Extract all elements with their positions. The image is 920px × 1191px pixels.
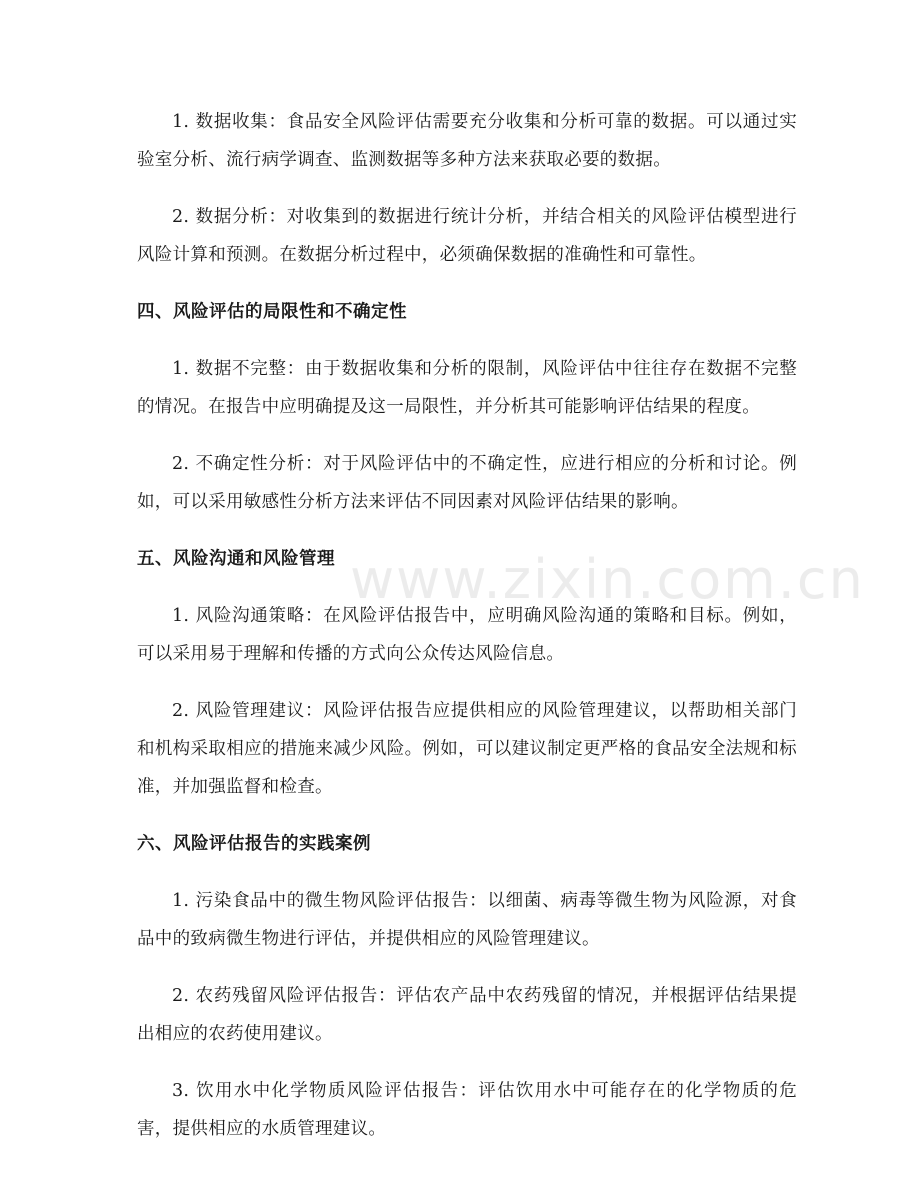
paragraph: 1. 数据收集：食品安全风险评估需要充分收集和分析可靠的数据。可以通过实验室分析、流行病学调查、监测数据等多种方法来获取必要的数据。 (137, 112, 797, 170)
paragraph: 1. 污染食品中的微生物风险评估报告：以细菌、病毒等微生物为风险源，对食品中的致病微生物进行评估，并提供相应的风险管理建议。 (137, 891, 797, 949)
paragraph: 3. 饮用水中化学物质风险评估报告：评估饮用水中可能存在的化学物质的危害，提供相应的水质管理建议。 (137, 1081, 797, 1139)
section-heading: 六、风险评估报告的实践案例 (137, 834, 371, 854)
document-body (137, 103, 797, 1167)
section-heading: 四、风险评估的局限性和不确定性 (137, 302, 407, 322)
paragraph: 2. 农药残留风险评估报告：评估农产品中农药残留的情况，并根据评估结果提出相应的农药使用建议。 (137, 986, 797, 1044)
paragraph: 2. 数据分析：对收集到的数据进行统计分析，并结合相关的风险评估模型进行风险计算和预测。在数据分析过程中，必须确保数据的准确性和可靠性。 (137, 207, 797, 265)
section-heading: 五、风险沟通和风险管理 (137, 549, 335, 569)
watermark: www.zixin.com.cn (350, 548, 865, 611)
paragraph: 2. 风险管理建议：风险评估报告应提供相应的风险管理建议，以帮助相关部门和机构采取相应的措施来减少风险。例如，可以建议制定更严格的食品安全法规和标准，并加强监督和检查。 (137, 701, 797, 797)
paragraph: 1. 数据不完整：由于数据收集和分析的限制，风险评估中往往存在数据不完整的情况。在报告中应明确提及这一局限性，并分析其可能影响评估结果的程度。 (137, 359, 797, 417)
paragraph: 2. 不确定性分析：对于风险评估中的不确定性，应进行相应的分析和讨论。例如，可以采用敏感性分析方法来评估不同因素对风险评估结果的影响。 (137, 454, 797, 512)
paragraph: 1. 风险沟通策略：在风险评估报告中，应明确风险沟通的策略和目标。例如，可以采用易于理解和传播的方式向公众传达风险信息。 (137, 606, 797, 664)
